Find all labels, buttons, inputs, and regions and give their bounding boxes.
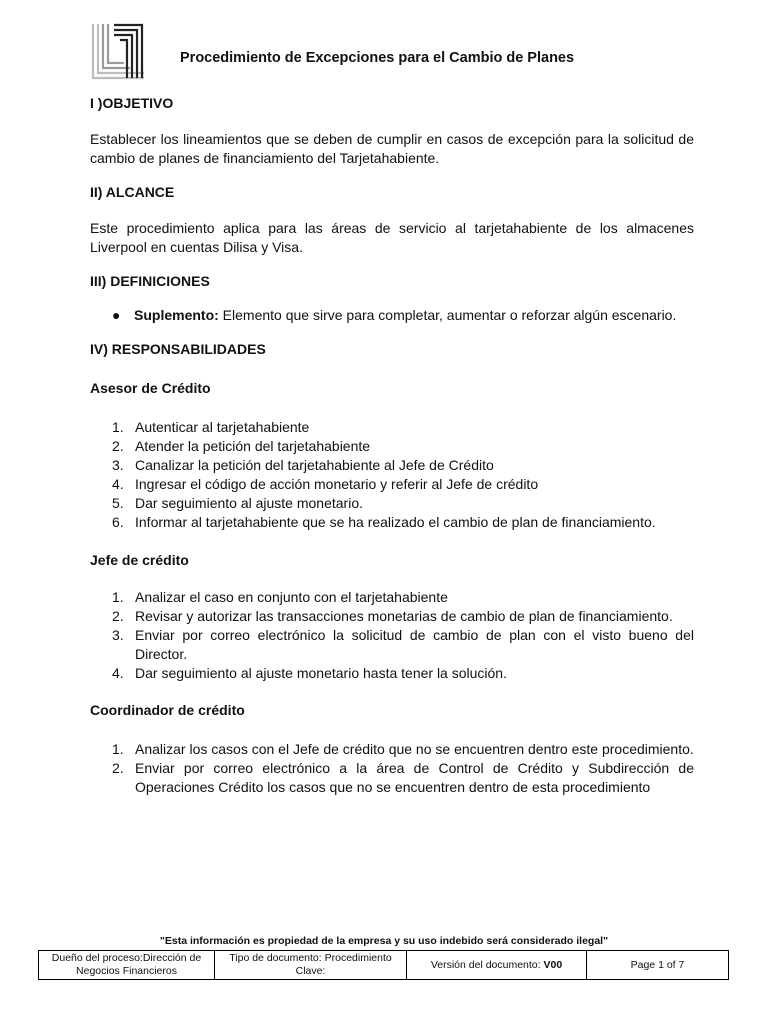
item-number: 3. [112,627,124,643]
list-item [90,456,694,475]
coordinador-tasks-list [90,740,694,797]
item-text: Dar seguimiento al ajuste monetario. [135,495,364,511]
list-item [90,664,694,683]
item-text: Enviar por correo electrónico la solicitud de cambio de plan con el visto bueno del Director. [135,627,694,662]
definitions-list [90,306,694,325]
document-title: Procedimiento de Excepciones para el Cambio de Planes [180,50,575,66]
section-heading-objetivo: I )OBJETIVO [90,95,174,111]
item-number: 4. [112,476,124,492]
item-text: Atender la petición del tarjetahabiente [135,438,371,454]
confidentiality-note: "Esta información es propiedad de la empresa y su uso indebido será considerado ilegal" [159,935,609,947]
role-title-coordinador: Coordinador de crédito [90,702,245,718]
definition-term: Suplemento: [134,307,219,323]
item-number: 6. [112,514,124,530]
list-item [90,494,694,513]
list-item [90,437,694,456]
section-heading-alcance: II) ALCANCE [90,184,175,200]
document-version-cell [407,951,587,980]
list-item [90,588,694,607]
item-number: 5. [112,495,124,511]
item-text: Revisar y autorizar las transacciones monetarias de cambio de plan de financiamiento. [135,608,673,624]
document-body [90,94,694,797]
version-value: V00 [543,958,563,971]
list-item [90,626,694,664]
section-heading-definiciones: III) DEFINICIONES [90,273,210,289]
section-heading-responsabilidades: IV) RESPONSABILIDADES [90,341,266,357]
role-title-asesor: Asesor de Crédito [90,380,211,396]
item-text: Canalizar la petición del tarjetahabiente al Jefe de Crédito [135,457,494,473]
list-item [90,306,694,325]
item-number: 1. [112,589,124,605]
item-number: 3. [112,457,124,473]
definition-text: Elemento que sirve para completar, aumentar o reforzar algún escenario. [218,307,677,323]
item-text: Analizar el caso en conjunto con el tarjetahabiente [135,589,448,605]
process-owner-cell: Dueño del proceso:Dirección de Negocios Financieros [39,951,215,980]
item-number: 1. [112,741,124,757]
footer-table [38,950,729,980]
page-number-cell: Page 1 of 7 [587,951,729,980]
version-label: Versión del documento: [430,958,544,971]
item-text: Enviar por correo electrónico a la área de Control de Crédito y Subdirección de Operaciones Crédito los casos que no se encuentren dentro de esta procedimiento [135,760,694,795]
document-type-cell: Tipo de documento: Procedimiento Clave: [215,951,407,980]
list-item [90,607,694,626]
item-number: 2. [112,608,124,624]
alcance-text: Este procedimiento aplica para las áreas de servicio al tarjetahabiente de los almacenes Liverpool en cuentas Dilisa y Visa. [90,220,694,255]
item-number: 2. [112,760,124,776]
jefe-tasks-list [90,588,694,683]
list-item [90,475,694,494]
asesor-tasks-list [90,418,694,532]
role-title-jefe: Jefe de crédito [90,552,189,568]
bullet-icon: ● [112,307,121,323]
list-item [90,418,694,437]
item-number: 4. [112,665,124,681]
item-text: Ingresar el código de acción monetario y referir al Jefe de crédito [135,476,539,492]
item-number: 1. [112,419,124,435]
item-text: Analizar los casos con el Jefe de crédito que no se encuentren dentro este procedimiento. [135,741,694,757]
list-item [90,513,694,532]
item-text: Autenticar al tarjetahabiente [135,419,310,435]
item-text: Dar seguimiento al ajuste monetario hasta tener la solución. [135,665,507,681]
objetivo-text: Establecer los lineamientos que se deben de cumplir en casos de excepción para la solicitud de cambio de planes de financiamiento del Tarjetahabiente. [90,131,694,166]
list-item [90,759,694,797]
item-text: Informar al tarjetahabiente que se ha realizado el cambio de plan de financiamiento. [135,514,656,530]
item-number: 2. [112,438,124,454]
list-item [90,740,694,759]
company-logo [90,22,146,80]
